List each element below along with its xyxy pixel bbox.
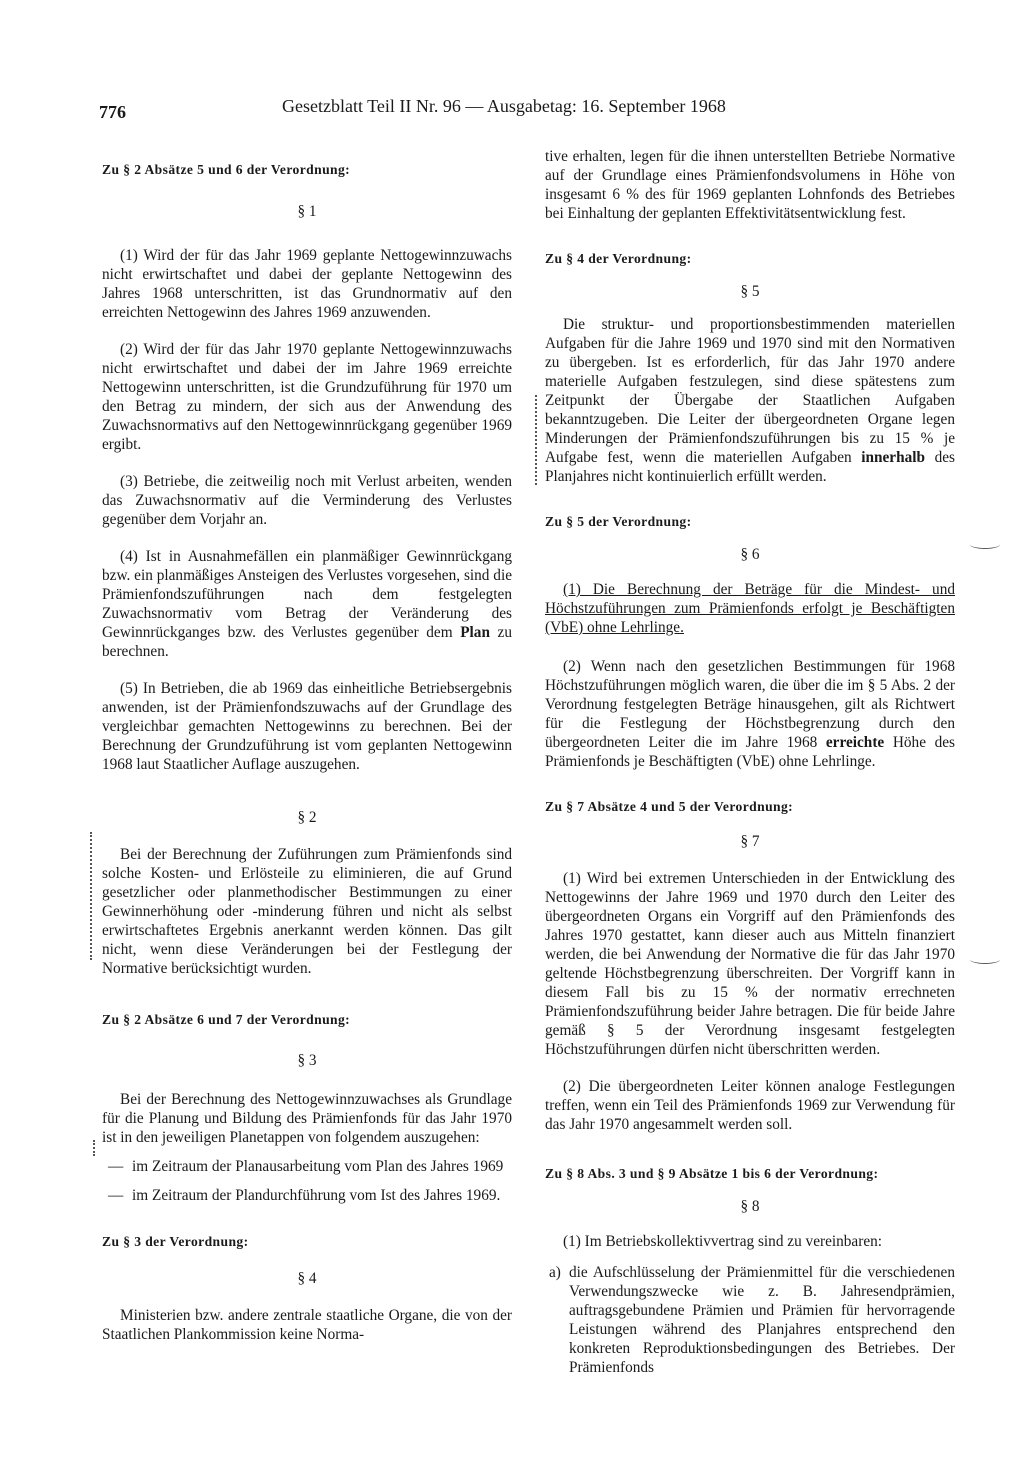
paragraph: (1) Wird bei extremen Unterschieden in der Entwicklung des Nettogewinns der Jahre 1969 und 1970 durch den Leiter des übergeordneten Organs ein Vorgriff auf den Prämienfonds des Jahres 1970 gestattet, kann dieser auch aus Mitteln finanziert werden, die bei Anwendung der Normative die für das Jahr 1970 geltende Höchstbegrenzung überschreiten. Der Vorgriff kann in diesem Fall bis zu 15 % der normativ errechneten Prämienfondszuführung beider Jahre betragen. Die für beide Jahre gemäß § 5 der Verordnung insgesamt festgelegten Höchstzuführungen dürfen nicht überschritten werden. bbox=[545, 870, 955, 1058]
paragraph bbox=[545, 315, 955, 486]
emphasis: erreichte bbox=[825, 734, 885, 751]
left-column bbox=[102, 148, 512, 1344]
margin-mark bbox=[535, 395, 537, 485]
paragraph: Bei der Berechnung des Nettogewinnzuwachses als Grundlage für die Planung und Bildung des Prämienfonds für das Jahr 1970 ist in den jeweiligen Planetappen von folgendem auszugehen: bbox=[102, 1091, 512, 1146]
paragraph-mark: § 3 bbox=[297, 1052, 317, 1069]
paragraph: (1) Die Berechnung der Beträge für die Mindest- und Höchstzuführungen zum Prämienfonds erfolgt je Beschäftigten (VbE) ohne Lehrlinge. bbox=[545, 581, 955, 636]
paragraph-text: Höhe des Prämienfonds je Beschäftigten (VbE) ohne Lehrlinge. bbox=[545, 734, 956, 770]
paragraph-text: des Planjahres nicht kontinuierlich erfüllt werden. bbox=[545, 449, 955, 485]
section-heading: Zu § 4 der Verordnung: bbox=[545, 251, 692, 266]
paragraph: (2) Wird der für das Jahr 1970 geplante Nettogewinnzuwachs nicht erwirtschaftet und dabei der im Jahre 1969 erreichte Nettogewinn unterschritten, ist die Grundzuführung für 1970 um den Betrag zu mindern, der sich aus der Anwendung des Zuwachsnormativs auf den Nettogewinnrückgang gegenüber 1969 ergibt. bbox=[102, 341, 512, 453]
paragraph-mark: § 4 bbox=[297, 1270, 317, 1287]
section-heading: Zu § 8 Abs. 3 und § 9 Absätze 1 bis 6 der Verordnung: bbox=[545, 1166, 879, 1181]
paragraph bbox=[545, 657, 955, 771]
paragraph-text: (2) Wenn nach den gesetzlichen Bestimmungen für 1968 Höchstzuführungen möglich waren, die über die im § 5 Abs. 2 der Verordnung festgelegten Beträge hinausgehen, gilt als Richtwert für die Festlegung der Höchstbegrenzung durch den übergeordneten Leiter die im Jahre 1968 bbox=[545, 658, 955, 751]
page-number: 776 bbox=[99, 102, 126, 122]
list-item-text: die Aufschlüsselung der Prämienmittel für die verschiedenen Verwendungszwecke wie z. B. Jahresendprämien, auftragsgebundene Prämien und Prämien für hervorragende Leistungen während des Planjahres entsprechend den konkreten Reproduktionsbedingungen des Betriebes. Der Prämienfonds bbox=[569, 1264, 955, 1376]
paragraph: (5) In Betrieben, die ab 1969 das einheitliche Betriebsergebnis anwenden, ist der Prämienfondszuwachs auf der Grundlage des vergleichbar gemachten Nettogewinns zu berechnen. Bei der Berechnung der Grundzuführung ist vom geplanten Nettogewinn 1968 laut Staatlicher Auflage auszugehen. bbox=[102, 680, 512, 773]
paragraph-mark: § 6 bbox=[740, 546, 760, 563]
paragraph: Bei der Berechnung der Zuführungen zum Prämienfonds sind solche Kosten- und Erlösteile zu eliminieren, die auf Grund gesetzlicher oder planmethodischer Bestimmungen zu einer Gewinnerhöhung oder -minderung führen und nicht als selbst erwirtschaftetes Ergebnis anerkannt werden können. Das gilt nicht, wenn diese Veränderungen bei der Festlegung der Normative berücksichtigt wurden. bbox=[102, 846, 512, 977]
list-item bbox=[102, 1157, 512, 1176]
margin-mark bbox=[93, 1140, 95, 1156]
paragraph bbox=[102, 547, 512, 661]
section-heading: Zu § 2 Absätze 6 und 7 der Verordnung: bbox=[102, 1012, 351, 1027]
paragraph-text: (4) Ist in Ausnahmefällen ein planmäßiger Gewinnrückgang bzw. ein planmäßiges Ansteigen des Verlustes vorgesehen, sind die Prämienfondszuführungen nach dem festgelegten Zuwachsnormativ vom Betrag der Veränderung des Gewinnrückganges bzw. des Verlustes gegenüber dem bbox=[102, 548, 512, 641]
paragraph: (1) Im Betriebskollektivvertrag sind zu vereinbaren: bbox=[563, 1233, 883, 1250]
paragraph: (1) Wird der für das Jahr 1969 geplante Nettogewinnzuwachs nicht erwirtschaftet und dabei der geplante Nettogewinn des Jahres 1968 unterschritten, ist das Grundnormativ auf den erreichten Nettogewinn des Jahres 1969 anzuwenden. bbox=[102, 247, 512, 321]
paragraph-mark: § 5 bbox=[740, 283, 760, 300]
section-heading: Zu § 5 der Verordnung: bbox=[545, 514, 692, 529]
right-column bbox=[545, 147, 955, 1377]
paragraph-text: Die struktur- und proportionsbestimmenden materiellen Aufgaben für die Jahre 1969 und 1970 sind mit den Normativen zu übergeben. Ist es erforderlich, für das Jahr 1970 andere materielle Aufgaben festzulegen, sind diese spätestens zum Zeitpunkt der Übergabe der Staatlichen Aufgaben bekanntzugeben. Die Leiter der übergeordneten Organe legen Minderungen der Prämienfondszuführungen bis zu 15 % je Aufgabe fest, wenn die materiellen Aufgaben bbox=[545, 316, 955, 466]
section-heading: Zu § 7 Absätze 4 und 5 der Verordnung: bbox=[545, 799, 794, 814]
emphasis: innerhalb bbox=[861, 449, 925, 466]
dash-bullet: — bbox=[108, 1158, 124, 1175]
margin-mark bbox=[970, 540, 1000, 549]
list-label: a) bbox=[549, 1264, 561, 1281]
paragraph: tive erhalten, legen für die ihnen unterstellten Betriebe Normative auf der Grundlage eines Prämienfondsvolumens in Höhe von insgesamt 6 % des für 1969 geplanten Lohnfonds des Betriebes bei Einhaltung der geplanten Effektivitätsentwicklung fest. bbox=[545, 148, 955, 222]
paragraph-mark: § 1 bbox=[297, 203, 317, 220]
paragraph: (2) Die übergeordneten Leiter können analoge Festlegungen treffen, wenn ein Teil des Prämienfonds 1969 zur Verwendung für das Jahr 1970 angesammelt werden soll. bbox=[545, 1078, 955, 1133]
paragraph: Ministerien bzw. andere zentrale staatliche Organe, die von der Staatlichen Plankommission keine Norma- bbox=[102, 1307, 512, 1343]
margin-mark bbox=[970, 955, 1000, 964]
section-heading: Zu § 2 Absätze 5 und 6 der Verordnung: bbox=[102, 162, 351, 177]
emphasis: Plan bbox=[460, 624, 490, 641]
paragraph-mark: § 7 bbox=[740, 833, 760, 850]
running-title: Gesetzblatt Teil II Nr. 96 — Ausgabetag: 16. September 1968 bbox=[282, 96, 726, 116]
paragraph: (3) Betriebe, die zeitweilig noch mit Verlust arbeiten, wenden das Zuwachsnormativ auf die Verminderung des Verlustes gegenüber dem Vorjahr an. bbox=[102, 473, 512, 528]
list-item bbox=[102, 1186, 512, 1205]
list-item-text: im Zeitraum der Plandurchführung vom Ist des Jahres 1969. bbox=[132, 1187, 501, 1204]
paragraph-text: zu berechnen. bbox=[102, 624, 512, 660]
list-item-text: im Zeitraum der Planausarbeitung vom Plan des Jahres 1969 bbox=[132, 1158, 504, 1175]
paragraph-mark: § 2 bbox=[297, 809, 317, 826]
dash-bullet: — bbox=[108, 1187, 124, 1204]
paragraph-mark: § 8 bbox=[740, 1198, 760, 1215]
section-heading: Zu § 3 der Verordnung: bbox=[102, 1234, 249, 1249]
margin-mark bbox=[90, 832, 92, 960]
list-item bbox=[545, 1263, 955, 1377]
